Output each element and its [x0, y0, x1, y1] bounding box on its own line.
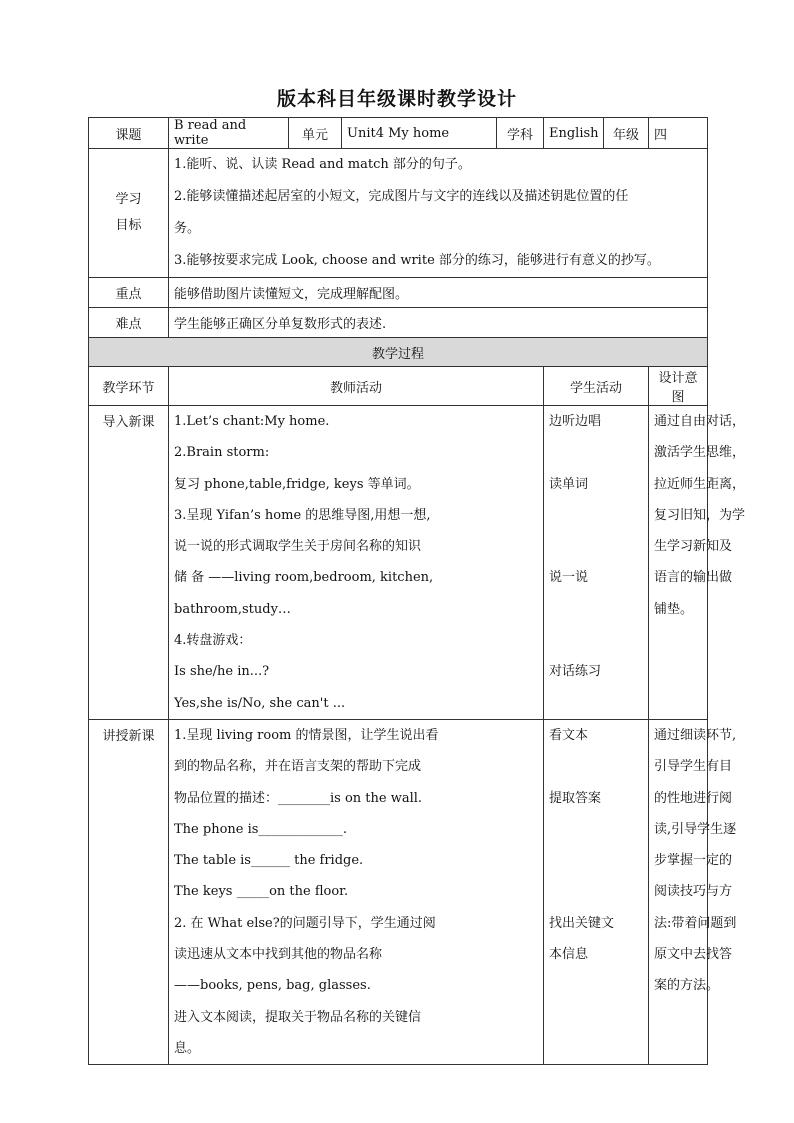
student-line — [549, 751, 643, 782]
intent-line: 原文中去找答 — [654, 947, 733, 963]
teacher-line: bathroom,study… — [174, 601, 291, 617]
intent-line: 通过自由对话， — [654, 414, 746, 429]
difficulty-label: 难点 — [89, 308, 169, 338]
intent-line: 法:带着问题到 — [654, 915, 737, 931]
intent-line: 拉近师生距离， — [654, 476, 746, 492]
column-header: 设计意图 — [649, 367, 708, 406]
difficulty-row — [89, 308, 708, 338]
student-line: 对话练习 — [549, 664, 602, 680]
goals-label-line2: 目标 — [115, 218, 142, 233]
page-title: 版本科目年级课时教学设计 — [276, 88, 517, 110]
column-header: 教学环节 — [89, 367, 169, 406]
student-line: 找出关键文 — [549, 915, 615, 931]
intent-line: 生学习新知及 — [654, 539, 733, 555]
goal-item: 务。 — [174, 221, 201, 236]
goal-item: 3.能够按要求完成 Look, choose and write 部分的练习，能够进行有意义的抄写。 — [174, 253, 660, 268]
header-row — [89, 118, 708, 149]
teacher-line: 1.呈现 living room 的情景图，让学生说出看 — [174, 727, 439, 743]
teacher-line: 2.Brain storm: — [174, 445, 270, 461]
student-line — [549, 625, 643, 656]
student-line — [549, 845, 643, 876]
teacher-line: 复习 phone,table,fridge, keys 等单词。 — [174, 476, 420, 492]
teacher-line: Is she/he in...? — [174, 664, 270, 680]
intent-line: 语言的输出做 — [654, 570, 733, 586]
teacher-line: 读迅速从文本中找到其他的物品名称 — [174, 947, 383, 963]
teacher-activity — [169, 406, 544, 720]
unit-label: 单元 — [289, 118, 342, 149]
stage-row — [89, 406, 708, 720]
teacher-line: 3.呈现 Yifan’s home 的思维导图,用想一想, — [174, 507, 431, 523]
goals-label-line1: 学习 — [115, 192, 142, 207]
student-line: 提取答案 — [549, 790, 602, 806]
column-header: 学生活动 — [544, 367, 649, 406]
student-activity — [544, 406, 649, 720]
teacher-line: ——books, pens, bag, glasses. — [174, 978, 371, 994]
student-line — [549, 437, 643, 468]
intent-line: 步掌握一定的 — [654, 853, 733, 869]
stage-name-text: 导入新课 — [102, 415, 155, 430]
teacher-line: 到的物品名称，并在语言支架的帮助下完成 — [174, 759, 422, 775]
lesson-plan-table — [88, 117, 746, 1065]
intent-line: 读,引导学生逐 — [654, 821, 737, 837]
stage-row — [89, 719, 708, 1064]
stage-name-text: 讲授新课 — [102, 728, 155, 744]
teacher-line: The phone is_____________. — [174, 821, 348, 837]
topic-value: B read and write — [169, 118, 289, 149]
grade-label: 年级 — [604, 118, 649, 149]
key-point-value: 能够借助图片读懂短文，完成理解配图。 — [169, 278, 708, 308]
goal-item: 1.能听、说、认读 Read and match 部分的句子。 — [174, 157, 471, 172]
intent-line: 引导学生有目 — [654, 759, 733, 775]
teacher-line: The table is______ the fridge. — [174, 853, 364, 869]
difficulty-value: 学生能够正确区分单复数形式的表述. — [169, 308, 708, 338]
student-activity — [544, 719, 649, 1064]
unit-value: Unit4 My home — [342, 118, 497, 149]
subject-value: English — [544, 118, 604, 149]
teacher-line: 进入文本阅读，提取关于物品名称的关键信 — [174, 1009, 422, 1025]
process-title-row — [89, 338, 708, 367]
teacher-line: 物品位置的描述：________is on the wall. — [174, 790, 423, 806]
student-line — [549, 500, 643, 531]
goals-content — [169, 149, 708, 278]
student-line — [549, 876, 643, 907]
intent-line: 的性地进行阅 — [654, 790, 733, 806]
teacher-line: 息。 — [174, 1040, 201, 1056]
column-header-row — [89, 367, 708, 406]
design-intent — [649, 406, 746, 720]
stage-name — [89, 719, 169, 1064]
intent-line: 通过细读环节, — [654, 727, 737, 743]
goals-row — [89, 149, 708, 278]
teacher-line: 4.转盘游戏： — [174, 633, 252, 649]
stage-name — [89, 406, 169, 720]
intent-line: 激活学生思维， — [654, 445, 746, 461]
intent-line: 阅读技巧与方 — [654, 884, 733, 900]
key-point-label: 重点 — [89, 278, 169, 308]
goal-item: 2.能够读懂描述起居室的小短文，完成图片与文字的连线以及描述钥匙位置的任 — [174, 189, 629, 204]
process-title: 教学过程 — [89, 338, 708, 367]
student-line: 说一说 — [549, 570, 589, 586]
teacher-line: 说一说的形式调取学生关于房间名称的知识 — [174, 539, 422, 555]
student-line: 看文本 — [549, 727, 589, 743]
teacher-line: 2. 在 What else?的问题引导下，学生通过阅 — [174, 915, 436, 931]
student-line — [549, 531, 643, 562]
subject-label: 学科 — [497, 118, 544, 149]
student-line: 本信息 — [549, 947, 589, 963]
intent-line: 铺垫。 — [654, 601, 694, 617]
student-line: 边听边唱 — [549, 414, 602, 429]
teacher-line: The keys _____on the floor. — [174, 884, 349, 900]
student-line — [549, 814, 643, 845]
grade-value: 四 — [649, 118, 708, 149]
intent-line: 复习旧知，为学 — [654, 507, 746, 523]
design-intent — [649, 719, 737, 1064]
intent-line: 案的方法。 — [654, 978, 720, 994]
teacher-line: 储 备 ——living room,bedroom, kitchen, — [174, 570, 434, 586]
key-point-row — [89, 278, 708, 308]
student-line: 读单词 — [549, 476, 589, 492]
teacher-activity — [169, 719, 544, 1064]
teacher-line: 1.Let’s chant:My home. — [174, 414, 330, 429]
student-line — [549, 594, 643, 625]
column-header: 教师活动 — [169, 367, 544, 406]
goals-label — [89, 149, 169, 278]
teacher-line: Yes,she is/No, she can't ... — [174, 695, 346, 711]
topic-label: 课题 — [89, 118, 169, 149]
